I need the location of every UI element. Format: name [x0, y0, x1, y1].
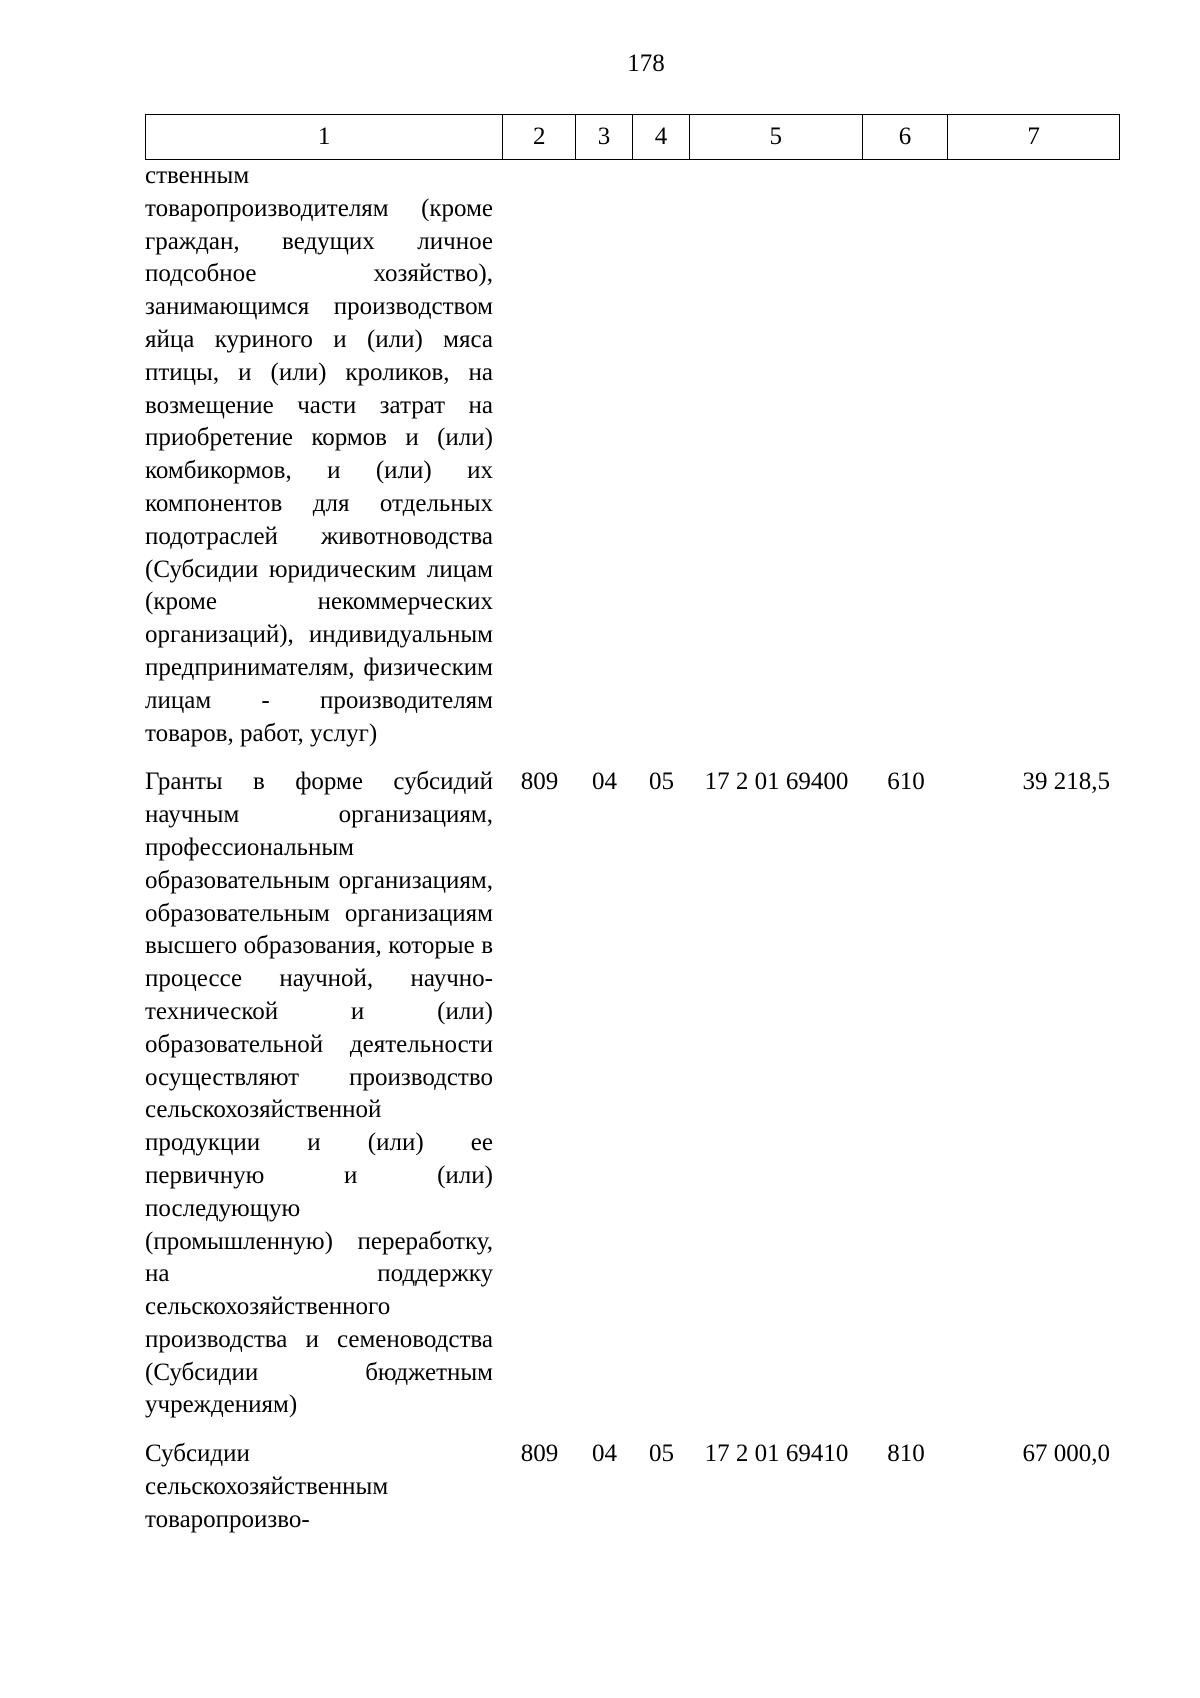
row-col-2: 809 — [520, 1440, 559, 1468]
row-col-3 — [576, 160, 633, 750]
row-col-7 — [949, 160, 1120, 750]
row-col-7: 39 218,5 — [1022, 768, 1110, 796]
row-col-2: 809 — [520, 768, 559, 796]
row-col-5 — [690, 160, 863, 750]
row-col-4: 05 — [649, 1440, 674, 1468]
row-col-6: 810 — [887, 1440, 925, 1468]
header-cell-6: 6 — [863, 115, 949, 159]
table-row — [145, 766, 1120, 1422]
row-col-5: 17 2 01 69400 — [704, 768, 849, 796]
page-number: 178 — [627, 50, 665, 77]
table-row — [145, 1438, 1120, 1536]
row-col-4: 05 — [649, 768, 674, 796]
header-cell-2: 2 — [503, 115, 576, 159]
row-description: ственным товаропроизводителям (кроме граждан, ведущих личное подсобное хозяйство), занимающимся производством яйца куриного и (или) мяса птицы, и (или) кроликов, на возмещение части затрат на приобретение кормов и (или) комбикормов, и (или) их компонентов для отдельных подотраслей животноводства (Субсидии юридическим лицам (кроме некоммерческих организаций), индивидуальным предпринимателям, физическим лицам - производителям товаров, работ, услуг) — [145, 162, 493, 747]
row-description: Субсидии сельскохозяйственным товаропроизво- — [145, 1440, 389, 1533]
table-header-row — [145, 114, 1120, 160]
row-col-2 — [503, 160, 576, 750]
header-cell-5: 5 — [690, 115, 863, 159]
row-col-6 — [863, 160, 949, 750]
row-col-7: 67 000,0 — [1022, 1440, 1110, 1468]
header-cell-3: 3 — [576, 115, 633, 159]
row-col-6: 610 — [887, 768, 925, 796]
header-cell-4: 4 — [633, 115, 690, 159]
header-cell-1: 1 — [146, 115, 503, 159]
row-col-4 — [633, 160, 690, 750]
table-row — [145, 160, 1120, 750]
row-col-3: 04 — [592, 1440, 617, 1468]
row-col-5: 17 2 01 69410 — [704, 1440, 849, 1468]
header-cell-7: 7 — [1027, 123, 1040, 150]
row-description: Гранты в форме субсидий научным организациям, профессиональным образовательным организациям, образовательным организациям высшего образования, которые в процессе научной, научно-технической и (или) образовательной деятельности осуществляют производство сельскохозяйственной продукции и (или) ее первичную и (или) последующую (промышленную) переработку, на поддержку сельскохозяйственного производства и семеноводства (Субсидии бюджетным учреждениям) — [145, 768, 493, 1419]
budget-table — [145, 114, 1120, 1537]
row-col-3: 04 — [592, 768, 617, 796]
